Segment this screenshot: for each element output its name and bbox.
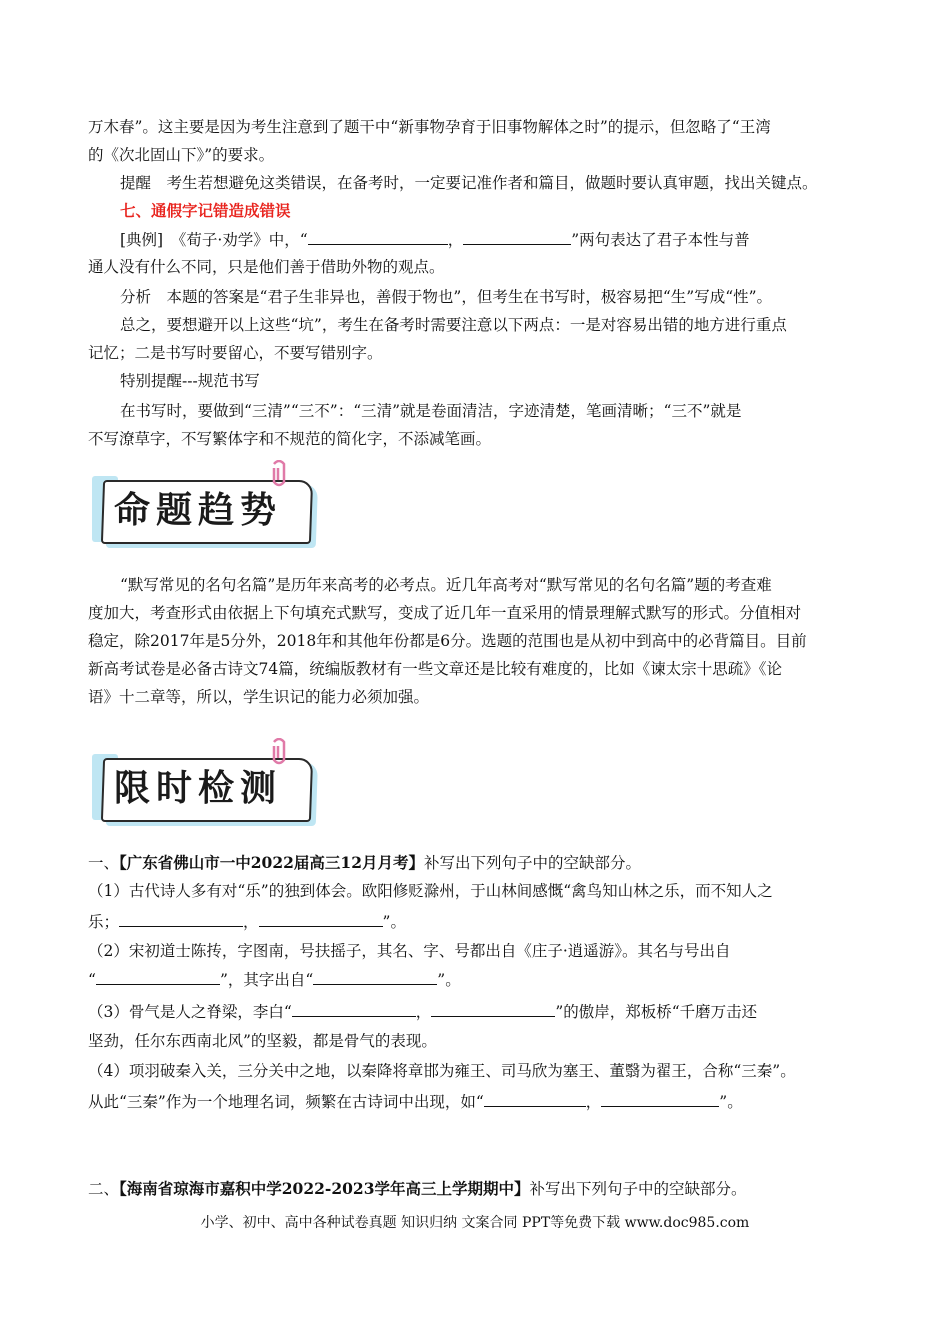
q1-part-4-line-1: （4）项羽破秦入关，三分关中之地，以秦降将章邯为雍王、司马欣为塞王、董翳为翟王，合称“三秦”。 (88, 1062, 796, 1080)
q1-part-4-line-2 (88, 1090, 743, 1113)
analysis-line: 分析 本题的答案是“君子生非异也，善假于物也”，但考生在书写时，极容易把“生”写成“性”。 (120, 288, 773, 306)
question-1-instruction: 补写出下列句子中的空缺部分。 (423, 854, 641, 872)
example-text-c: ”两句表达了君子本性与普 (571, 231, 750, 249)
question-1-header (88, 852, 641, 874)
answer-blank[interactable] (292, 1000, 416, 1017)
test-banner-title: 限时检测 (114, 768, 283, 809)
blank-line (463, 228, 571, 245)
page-footer: 小学、初中、高中各种试卷真题 知识归纳 文案合同 PPT等免费下载 www.doc985.com (200, 1215, 750, 1231)
summary-line-2: 记忆；二是书写时要留心，不要写错别字。 (88, 344, 383, 362)
q1-part-3-text-a: （3）骨气是人之脊梁，李白“ (88, 1003, 292, 1021)
answer-blank[interactable] (601, 1090, 719, 1107)
q1-part-3-text-c: ”的傲岸，郑板桥“千磨万击还 (555, 1003, 758, 1021)
q1-part-3-line-2: 坚劲，任尔东西南北风”的坚毅，都是骨气的表现。 (88, 1032, 437, 1050)
special-tip-title: 特别提醒---规范书写 (120, 372, 260, 390)
special-tip-line-2: 不写潦草字，不写繁体字和不规范的简化字，不添减笔画。 (88, 430, 492, 448)
q1-part-2-text-b: ”，其字出自“ (219, 971, 314, 989)
trend-banner (92, 470, 324, 548)
question-1-number: 一、 (88, 854, 120, 872)
example-line-1 (120, 228, 750, 251)
q1-part-1-line-2 (88, 910, 406, 933)
q1-part-4-text-a: 从此“三秦”作为一个地理名词，频繁在古诗词中出现，如“ (88, 1093, 484, 1111)
q1-part-1-line-1: （1）古代诗人多有对“乐”的独到体会。欧阳修贬滁州，于山林间感慨“禽鸟知山林之乐，而不知人之 (88, 882, 773, 900)
intro-tip: 提醒 考生若想避免这类错误，在备考时，一定要记准作者和篇目，做题时要认真审题，找出关键点。 (120, 174, 818, 192)
q1-part-3-line-1 (88, 1000, 757, 1023)
intro-line-1: 万木春”。这主要是因为考生注意到了题干中“新事物孕育于旧事物解体之时”的提示，但忽略了“王湾 (88, 118, 771, 136)
trend-line-2: 度加大，考查形式由依据上下句填充式默写，变成了近几年一直采用的情景理解式默写的形式。分值相对 (88, 604, 802, 622)
example-text-b: ， (447, 231, 464, 249)
answer-blank[interactable] (119, 910, 243, 927)
intro-line-2: 的《次北固山下》”的要求。 (88, 146, 275, 164)
answer-blank[interactable] (431, 1000, 555, 1017)
blank-line (308, 228, 448, 245)
answer-blank[interactable] (259, 910, 383, 927)
trend-line-3: 稳定，除2017年是5分外，2018年和其他年份都是6分。选题的范围也是从初中到高中的必背篇目。目前 (88, 632, 807, 650)
trend-line-5: 语》十二章等，所以，学生识记的能力必须加强。 (88, 688, 430, 706)
q1-part-1-text-b: ， (243, 913, 259, 931)
example-text-a: [典例] 《荀子·劝学》中，“ (120, 231, 308, 249)
test-banner (92, 748, 324, 826)
q1-part-3-text-b: ， (415, 1003, 432, 1021)
question-2-header (88, 1178, 747, 1200)
q1-part-1-text-a: 乐； (88, 913, 120, 931)
paperclip-icon (268, 460, 290, 490)
question-2-source: 【海南省琼海市嘉积中学2022-2023学年高三上学期期中】 (119, 1179, 530, 1198)
q1-part-2-text-a: “ (88, 971, 96, 989)
q1-part-2-text-c: ”。 (437, 971, 461, 989)
question-1-source: 【广东省佛山市一中2022届高三12月月考】 (119, 853, 424, 872)
trend-line-4: 新高考试卷是必备古诗文74篇，统编版教材有一些文章还是比较有难度的，比如《谏太宗十思疏》《论 (88, 660, 782, 678)
q1-part-4-text-c: ”。 (719, 1093, 743, 1111)
q1-part-1-text-c: ”。 (382, 913, 406, 931)
example-line-2: 通人没有什么不同，只是他们善于借助外物的观点。 (88, 258, 445, 276)
summary-line-1: 总之，要想避开以上这些“坑”，考生在备考时需要注意以下两点：一是对容易出错的地方进行重点 (120, 316, 787, 334)
question-2-number: 二、 (88, 1180, 120, 1198)
trend-line-1: “默写常见的名句名篇”是历年来高考的必考点。近几年高考对“默写常见的名句名篇”题的考查难 (120, 576, 772, 594)
section-7-heading: 七、通假字记错造成错误 (120, 201, 291, 220)
q1-part-2-line-2 (88, 968, 461, 991)
answer-blank[interactable] (484, 1090, 586, 1107)
special-tip-line-1: 在书写时，要做到“三清”“三不”：“三清”就是卷面清洁，字迹清楚，笔画清晰；“三不”就是 (120, 402, 742, 420)
paperclip-icon (268, 738, 290, 768)
answer-blank[interactable] (313, 968, 437, 985)
q1-part-4-text-b: ， (585, 1093, 602, 1111)
answer-blank[interactable] (96, 968, 220, 985)
trend-banner-title: 命题趋势 (114, 490, 283, 531)
q1-part-2-line-1: （2）宋初道士陈抟，字图南，号扶摇子，其名、字、号都出自《庄子·逍遥游》。其名与号出自 (88, 942, 731, 960)
question-2-instruction: 补写出下列句子中的空缺部分。 (529, 1180, 747, 1198)
